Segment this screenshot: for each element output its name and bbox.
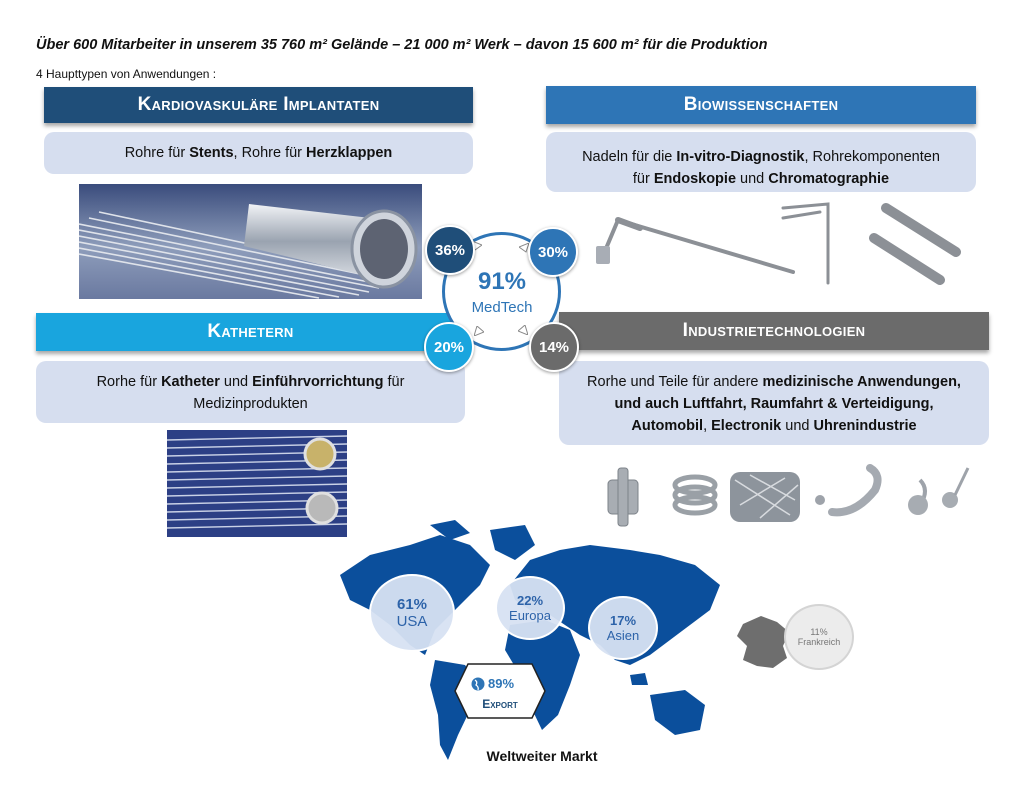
bio-share-badge: 30% <box>528 227 578 277</box>
katheter-desc-l1-mid: und <box>219 374 253 390</box>
industrie-desc-electronik: Electronik <box>711 418 782 434</box>
industrie-desc-l3-mid2: und <box>781 418 814 434</box>
cardio-tubes-photo <box>79 184 422 299</box>
usa-pct: 61% <box>396 596 428 613</box>
cardio-desc-herzklappen: Herzklappen <box>306 145 393 161</box>
bio-title: Biowissenschaften <box>683 94 839 115</box>
page-subline: 4 Haupttypen von Anwendungen : <box>36 67 217 81</box>
cardio-header <box>44 87 473 123</box>
asien-pct: 17% <box>609 613 637 628</box>
katheter-tubes-photo <box>167 430 347 537</box>
medtech-label: MedTech <box>471 299 533 316</box>
industrie-share-badge: 14% <box>529 322 579 372</box>
asien-market-bubble <box>588 596 658 660</box>
arrow-icon <box>474 323 484 333</box>
france-map <box>733 614 791 670</box>
frankreich-market-bubble <box>784 604 854 670</box>
katheter-desc-l1-prefix: Rorhe für <box>96 374 162 390</box>
industrie-desc-l3-mid: , <box>703 418 712 434</box>
katheter-description <box>36 361 465 423</box>
bio-desc-chromatographie: Chromatographie <box>768 171 890 187</box>
export-pct: 89% <box>488 676 515 691</box>
frankreich-pct: 11% <box>810 627 828 637</box>
katheter-share-badge: 20% <box>424 322 474 372</box>
cardio-desc-stents: Stents <box>189 145 234 161</box>
arrow-icon <box>518 322 528 332</box>
katheter-title: Kathetern <box>207 321 294 342</box>
industrie-desc-uhren: Uhrenindustrie <box>813 418 917 434</box>
bio-description <box>546 132 976 192</box>
katheter-desc-l1-suffix: für <box>383 374 405 390</box>
bio-header <box>546 86 976 124</box>
industrie-description <box>559 361 989 445</box>
katheter-desc-einfuhr: Einführvorrichtung <box>252 374 384 390</box>
europa-label: Europa <box>509 608 551 623</box>
industrie-header <box>559 312 989 350</box>
bio-desc-invitro: In-vitro-Diagnostik <box>676 149 805 165</box>
bio-desc-l1-suffix: , Rohrekomponenten <box>804 149 940 165</box>
europa-pct: 22% <box>516 593 544 608</box>
industrie-desc-luftfahrt: und auch Luftfahrt, Raumfahrt & Verteidigung, <box>614 396 934 412</box>
bio-desc-endoskopie: Endoskopie <box>653 171 737 187</box>
market-caption: Weltweiter Markt <box>486 748 598 764</box>
page-headline: Über 600 Mitarbeiter in unserem 35 760 m² Gelände – 21 000 m² Werk – davon 15 600 m² für die Produktion <box>36 37 768 53</box>
industrie-desc-medizin: medizinische Anwendungen, <box>762 374 961 390</box>
bio-needles-photo <box>588 198 978 290</box>
cardio-description <box>44 132 473 174</box>
cardio-desc-prefix: Rohre für <box>124 145 190 161</box>
export-label: Export <box>482 697 518 711</box>
industrie-desc-automobil: Automobil <box>631 418 704 434</box>
bio-desc-l1-prefix: Nadeln für die <box>582 149 677 165</box>
medtech-value: 91% <box>477 268 527 295</box>
katheter-header <box>36 313 465 351</box>
globe-icon <box>471 677 485 691</box>
europa-market-bubble <box>495 576 565 640</box>
asien-label: Asien <box>606 628 640 643</box>
cardio-share-badge: 36% <box>425 225 475 275</box>
cardio-desc-mid: , Rohre für <box>233 145 307 161</box>
frankreich-label: Frankreich <box>797 637 841 647</box>
bio-desc-l2-mid: und <box>736 171 769 187</box>
usa-market-bubble <box>369 574 455 652</box>
usa-label: USA <box>396 613 428 630</box>
industrie-title: Industrietechnologien <box>682 320 866 341</box>
katheter-desc-katheter: Katheter <box>161 374 220 390</box>
cardio-title: Kardiovaskuläre Implantaten <box>137 94 380 115</box>
katheter-desc-l2: Medizinprodukten <box>193 396 308 412</box>
industrie-desc-l1-prefix: Rorhe und Teile für andere <box>587 374 763 390</box>
bio-desc-l2-prefix: für <box>632 171 654 187</box>
